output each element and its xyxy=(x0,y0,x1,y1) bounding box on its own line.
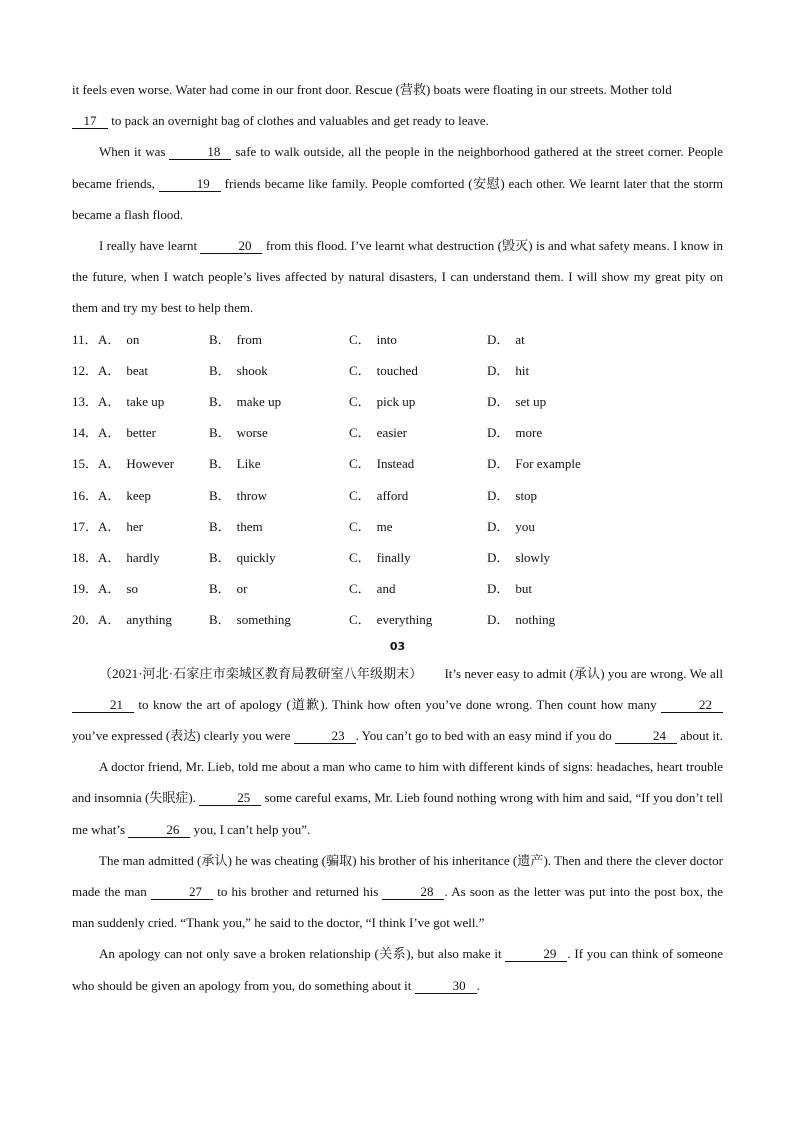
blank-22: 22 xyxy=(661,697,723,713)
option-choice[interactable] xyxy=(349,573,487,604)
option-text: throw xyxy=(236,487,268,503)
blank-25: 25 xyxy=(199,790,261,806)
blank-26: 26 xyxy=(128,822,190,838)
option-letter: B． xyxy=(209,487,231,503)
option-letter: A． xyxy=(98,394,121,409)
option-choice[interactable] xyxy=(209,417,349,448)
question-number: 20． xyxy=(72,612,99,628)
option-letter: B． xyxy=(209,394,231,409)
text: some careful exams, Mr. Lieb found nothing wrong with him and said, “If you don’t tell me what’s xyxy=(72,790,723,837)
option-letter: B． xyxy=(209,331,231,347)
option-letter: D． xyxy=(487,487,510,503)
option-choice[interactable] xyxy=(349,355,487,386)
passage1-paragraph-3 xyxy=(72,230,723,324)
option-letter: A． xyxy=(98,456,121,472)
option-text: keep xyxy=(126,487,151,503)
text: A doctor friend, Mr. Lieb, told me about a man who came to him with different kinds of signs: headaches, heart trouble and insomnia (失眠症). xyxy=(72,759,723,806)
option-letter: B． xyxy=(209,518,231,534)
text: friends became like family. People comforted (安慰) each other. We learnt later that the storm became a flash flood. xyxy=(72,175,724,222)
option-letter: C． xyxy=(349,581,371,597)
question-number: 19． xyxy=(72,581,99,597)
question-row xyxy=(72,386,723,417)
option-choice[interactable] xyxy=(98,417,209,448)
option-letter: D． xyxy=(487,518,510,534)
text: When it was xyxy=(99,144,170,160)
option-text: easier xyxy=(376,425,407,441)
option-text: hit xyxy=(515,362,530,378)
text: it feels even worse. Water had come in our front door. Rescue (营救) boats were floating in our streets. Mother told xyxy=(72,82,672,97)
option-choice[interactable] xyxy=(98,573,209,604)
blank-17: 17 xyxy=(72,113,108,129)
option-text: on xyxy=(126,331,140,347)
option-text: pick up xyxy=(376,394,416,409)
text: . As soon as the letter was put into the post box, the man suddenly cried. “Thank you,” he said to the doctor, “I think I’ve got well.” xyxy=(72,883,724,931)
option-text: or xyxy=(236,581,248,597)
question-number: 16． xyxy=(72,487,99,503)
passage1-paragraph-1 xyxy=(72,74,723,136)
option-choice[interactable] xyxy=(349,542,487,573)
text: to his brother and returned his xyxy=(213,883,383,899)
question-row xyxy=(72,480,723,511)
option-choice[interactable] xyxy=(487,386,627,417)
blank-20: 20 xyxy=(200,238,262,254)
text: . xyxy=(476,977,480,993)
text: It’s never easy to admit (承认) you are wrong. We all xyxy=(444,665,723,681)
option-letter: D． xyxy=(487,362,510,378)
option-text: so xyxy=(126,581,138,597)
option-text: and xyxy=(376,581,396,597)
option-choice[interactable] xyxy=(209,355,349,386)
option-choice[interactable] xyxy=(487,355,627,386)
option-letter: B． xyxy=(209,456,231,472)
option-choice[interactable] xyxy=(209,573,349,604)
option-choice[interactable] xyxy=(98,386,209,417)
option-text: you xyxy=(515,518,535,534)
option-choice[interactable] xyxy=(98,355,209,386)
question-number: 15． xyxy=(72,456,99,472)
question-row xyxy=(72,604,723,635)
text: about it. xyxy=(677,727,723,743)
option-text: her xyxy=(126,518,143,534)
option-text: into xyxy=(376,331,397,347)
option-choice[interactable] xyxy=(487,542,627,573)
option-text: stop xyxy=(515,487,538,503)
option-text: anything xyxy=(126,612,172,628)
option-text: slowly xyxy=(515,549,551,565)
question-number: 11． xyxy=(72,331,98,347)
option-letter: D． xyxy=(487,331,510,347)
option-text: something xyxy=(236,612,291,628)
option-letter: C． xyxy=(349,425,371,441)
option-choice[interactable] xyxy=(349,511,487,542)
option-choice[interactable] xyxy=(487,448,627,479)
text: you, I can’t help you”. xyxy=(190,821,311,837)
option-letter: D． xyxy=(487,612,510,628)
question-row xyxy=(72,417,723,448)
option-letter: D． xyxy=(487,456,510,472)
option-letter: C． xyxy=(349,331,371,347)
option-choice[interactable] xyxy=(487,480,627,511)
question-options xyxy=(72,324,723,636)
option-text: worse xyxy=(236,425,268,441)
question-row xyxy=(72,511,723,542)
option-letter: A． xyxy=(98,518,121,534)
option-choice[interactable] xyxy=(209,386,349,417)
question-number: 14． xyxy=(72,425,99,441)
blank-30: 30 xyxy=(415,978,477,994)
option-choice[interactable] xyxy=(349,386,487,417)
option-letter: A． xyxy=(98,425,121,441)
option-choice[interactable] xyxy=(209,604,349,635)
option-choice[interactable] xyxy=(209,448,349,479)
option-choice[interactable] xyxy=(349,417,487,448)
option-letter: D． xyxy=(487,581,510,597)
question-row xyxy=(72,542,723,573)
option-choice[interactable] xyxy=(349,324,487,355)
option-text: more xyxy=(515,425,543,441)
option-text: but xyxy=(515,581,533,597)
blank-18: 18 xyxy=(169,144,231,160)
blank-29: 29 xyxy=(505,946,567,962)
blank-27: 27 xyxy=(151,884,213,900)
option-text: them xyxy=(236,518,263,534)
option-choice[interactable] xyxy=(487,573,627,604)
text: An apology can not only save a broken relationship (关系), but also make it xyxy=(99,946,506,962)
passage2-paragraph-1 xyxy=(72,658,723,752)
text: The man admitted (承认) he was cheating (骗取) his brother of his inheritance (遗产). Then and there the clever doctor made the man xyxy=(72,852,723,899)
question-number: 12． xyxy=(72,362,99,378)
text: from this flood. I’ve learnt what destruction (毁灭) is and what safety means. I know in the future, when I watch people’s lives affected by natural disasters, I can understand them. I will show my great pity on them and try my best to help them. xyxy=(72,238,723,316)
text: you’ve expressed (表达) clearly you were xyxy=(72,727,294,743)
question-row xyxy=(72,448,723,479)
option-text: However xyxy=(126,456,175,472)
option-letter: C． xyxy=(349,456,371,472)
question-number: 13． xyxy=(72,394,99,409)
option-choice[interactable] xyxy=(349,480,487,511)
option-letter: A． xyxy=(98,581,121,597)
passage2-paragraph-3 xyxy=(72,845,723,939)
option-letter: A． xyxy=(98,487,121,503)
question-row xyxy=(72,573,723,604)
passage2-paragraph-4 xyxy=(72,938,723,1000)
option-choice[interactable] xyxy=(98,480,209,511)
option-letter: C． xyxy=(349,487,371,503)
option-letter: B． xyxy=(209,549,231,565)
option-text: take up xyxy=(126,394,165,409)
option-choice[interactable] xyxy=(349,604,487,635)
option-text: nothing xyxy=(515,612,556,628)
option-choice[interactable] xyxy=(209,480,349,511)
option-text: shook xyxy=(236,362,268,378)
option-choice[interactable] xyxy=(98,604,209,635)
option-text: at xyxy=(515,331,525,347)
blank-21: 21 xyxy=(72,697,134,713)
text: . If you can think of someone who should be given an apology from you, do something about it xyxy=(72,946,723,993)
option-text: set up xyxy=(515,394,547,409)
option-choice[interactable] xyxy=(487,604,627,635)
option-text: afford xyxy=(376,487,409,503)
option-choice[interactable] xyxy=(98,448,209,479)
option-letter: A． xyxy=(98,549,121,565)
option-choice[interactable] xyxy=(209,511,349,542)
text: . You can’t go to bed with an easy mind if you do xyxy=(355,727,616,743)
source-note: （2021·河北·石家庄市栾城区教育局教研室八年级期末） xyxy=(99,665,423,681)
blank-28: 28 xyxy=(382,884,444,900)
option-text: hardly xyxy=(126,549,160,565)
question-number: 17． xyxy=(72,518,99,534)
option-letter: D． xyxy=(487,549,510,565)
option-choice[interactable] xyxy=(209,542,349,573)
option-letter: C． xyxy=(349,549,371,565)
option-text: finally xyxy=(376,549,411,565)
option-text: Like xyxy=(236,456,261,472)
option-letter: A． xyxy=(98,612,121,628)
document-page xyxy=(72,74,723,1001)
option-letter: D． xyxy=(487,394,510,409)
option-choice[interactable] xyxy=(98,324,209,355)
text: I really have learnt xyxy=(99,238,201,254)
option-text: beat xyxy=(126,362,149,378)
option-letter: C． xyxy=(349,362,371,378)
option-letter: B． xyxy=(209,581,231,597)
blank-19: 19 xyxy=(159,176,221,192)
section-number: 03 xyxy=(389,639,406,653)
option-text: quickly xyxy=(236,549,276,565)
blank-23: 23 xyxy=(294,728,356,744)
option-choice[interactable] xyxy=(98,542,209,573)
text: to know the art of apology (道歉). Think how often you’ve done wrong. Then count how many xyxy=(134,696,661,712)
option-text: everything xyxy=(376,612,433,628)
option-letter: C． xyxy=(349,518,371,534)
option-choice[interactable] xyxy=(487,324,627,355)
text: to pack an overnight bag of clothes and valuables and get ready to leave. xyxy=(108,113,489,129)
option-letter: A． xyxy=(98,362,121,378)
question-row xyxy=(72,324,723,355)
option-letter: C． xyxy=(349,612,371,628)
option-choice[interactable] xyxy=(487,417,627,448)
option-text: touched xyxy=(376,362,418,378)
question-row xyxy=(72,355,723,386)
option-letter: B． xyxy=(209,362,231,378)
option-text: better xyxy=(126,425,156,441)
option-letter: C． xyxy=(349,394,371,409)
option-text: Instead xyxy=(376,456,415,472)
option-text: make up xyxy=(236,394,282,409)
option-choice[interactable] xyxy=(98,511,209,542)
option-letter: B． xyxy=(209,612,231,628)
option-text: from xyxy=(236,331,262,347)
text: safe to walk outside, all the people in the neighborhood gathered at the street corner. People became friends, xyxy=(72,144,724,191)
option-choice[interactable] xyxy=(209,324,349,355)
option-choice[interactable] xyxy=(349,448,487,479)
option-text: me xyxy=(376,518,393,534)
option-choice[interactable] xyxy=(487,511,627,542)
question-number: 18． xyxy=(72,549,99,565)
option-letter: B． xyxy=(209,425,231,441)
passage2-paragraph-2 xyxy=(72,751,723,845)
blank-24: 24 xyxy=(615,728,677,744)
option-letter: A． xyxy=(98,331,121,347)
option-letter: D． xyxy=(487,425,510,441)
option-text: For example xyxy=(515,456,581,472)
passage1-paragraph-2 xyxy=(72,136,723,230)
